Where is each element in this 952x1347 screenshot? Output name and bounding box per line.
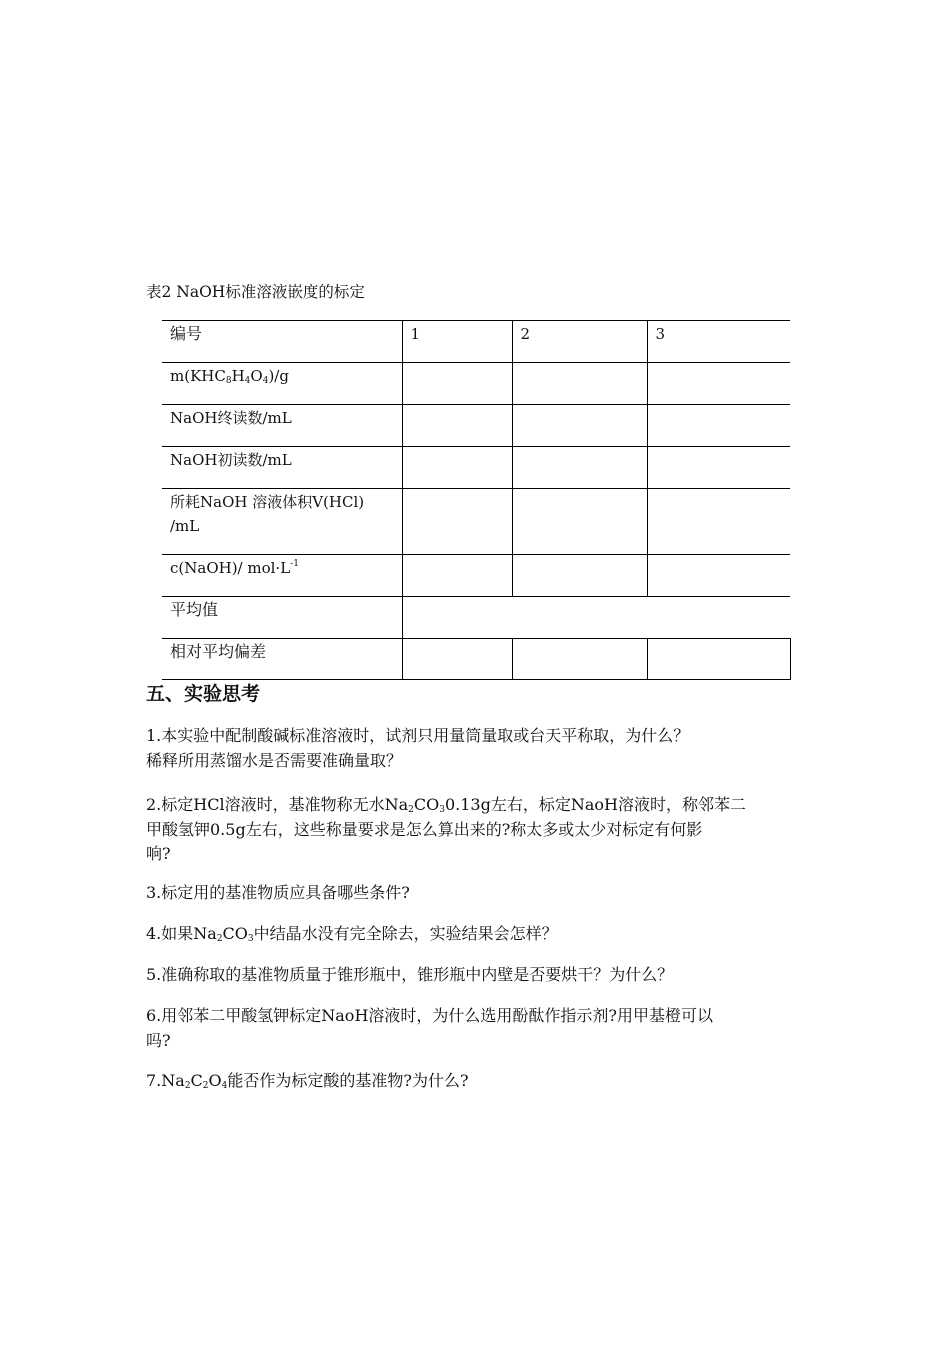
cell-conc-3 bbox=[647, 555, 790, 597]
cell-volume-2 bbox=[512, 489, 647, 555]
header-cell-number: 编号 bbox=[162, 321, 402, 363]
question-4: 4.如果$Na_2CO_3$中结晶水没有完全除去，实验结果会怎样？ bbox=[146, 924, 558, 944]
cell-initial-1 bbox=[402, 447, 512, 489]
cell-initial-2 bbox=[512, 447, 647, 489]
row-label-volume: 所耗NaOH 溶液体积V(HCl) /mL bbox=[162, 489, 402, 555]
question-1: 1.本实验中配制酸碱标准溶液时，试剂只用量筒量取或台天平称取，为什么？ 稀释所用蒸馏水是否需要准确量取？ bbox=[146, 726, 690, 770]
cell-final-3 bbox=[647, 405, 790, 447]
row-label-concentration: c(NaOH)/ $mol\cdot L^{-1}$ bbox=[162, 555, 402, 597]
row-label-mass: $m(KHC_8H_4O_4)/g$ bbox=[162, 363, 402, 405]
cell-initial-3 bbox=[647, 447, 790, 489]
row-label-initial-reading: NaOH初读数/mL bbox=[162, 447, 402, 489]
cell-average-merged bbox=[402, 597, 790, 639]
question-7: $7.Na_2C_2O_4$能否作为标定酸的基准物?为什么? bbox=[146, 1071, 469, 1091]
table-row-final-reading bbox=[162, 405, 790, 447]
cell-conc-1 bbox=[402, 555, 512, 597]
header-cell-2: 2 bbox=[512, 321, 647, 363]
cell-dev-1 bbox=[402, 639, 512, 680]
question-6: 6.用邻苯二甲酸氢钾标定NaoH溶液时，为什么选用酚酞作指示剂?用甲基橙可以 吗? bbox=[146, 1006, 713, 1050]
table-row-volume bbox=[162, 489, 790, 555]
header-cell-1: 1 bbox=[402, 321, 512, 363]
cell-mass-1 bbox=[402, 363, 512, 405]
cell-final-2 bbox=[512, 405, 647, 447]
table-caption: 表2 NaOH标准溶液嵌度的标定 bbox=[146, 283, 365, 301]
cell-volume-3 bbox=[647, 489, 790, 555]
question-3: 3.标定用的基准物质应具备哪些条件? bbox=[146, 883, 410, 902]
row-label-relative-deviation: 相对平均偏差 bbox=[162, 639, 402, 680]
cell-conc-2 bbox=[512, 555, 647, 597]
row-label-final-reading: NaOH终读数/mL bbox=[162, 405, 402, 447]
cell-dev-3 bbox=[647, 639, 790, 680]
cell-final-1 bbox=[402, 405, 512, 447]
table-row-initial-reading bbox=[162, 447, 790, 489]
cell-dev-2 bbox=[512, 639, 647, 680]
table-row-average bbox=[162, 597, 790, 639]
table-row-concentration bbox=[162, 555, 790, 597]
table-row-relative-deviation bbox=[162, 639, 790, 680]
cell-mass-3 bbox=[647, 363, 790, 405]
question-5: 5.准确称取的基准物质量于锥形瓶中，锥形瓶中内壁是否要烘干？为什么？ bbox=[146, 965, 674, 984]
cell-mass-2 bbox=[512, 363, 647, 405]
section-heading: 五、实验思考 bbox=[146, 683, 261, 705]
header-cell-3: 3 bbox=[647, 321, 790, 363]
table-row-mass bbox=[162, 363, 790, 405]
table-header-row bbox=[162, 321, 790, 363]
question-2: 2.标定HCl溶液时，基准物称无水$Na_2CO_30.13g$左右，标定NaoH溶液时，称邻苯二 甲酸氢钾0.5g左右，这些称量要求是怎么算出来的?称太多或太少对标定有何影 响? bbox=[146, 795, 746, 863]
calibration-table bbox=[162, 320, 791, 680]
row-label-average: 平均值 bbox=[162, 597, 402, 639]
cell-volume-1 bbox=[402, 489, 512, 555]
